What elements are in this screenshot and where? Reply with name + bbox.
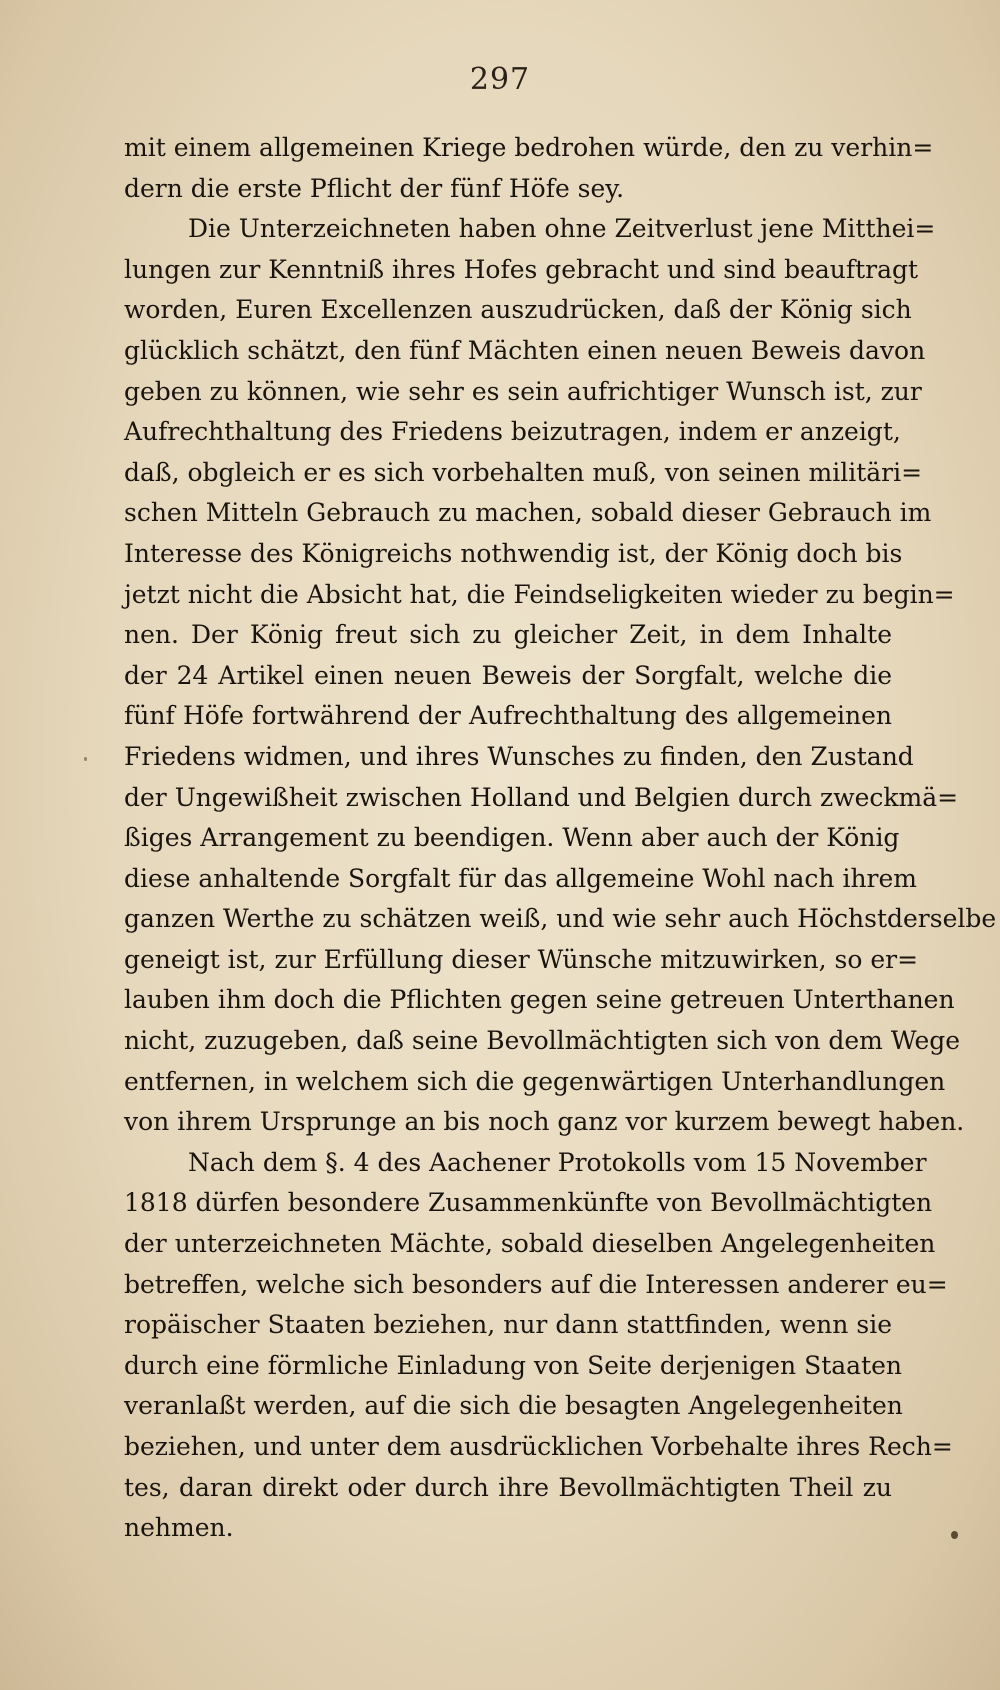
text-line: ganzen Werthe zu schätzen weiß, und wie sehr auch Höchstderselbe <box>124 904 997 934</box>
text-line: nen. Der König freut sich zu gleicher Zeit, in dem Inhalte <box>124 620 892 650</box>
text-line: entfernen, in welchem sich die gegenwärtigen Unterhandlungen <box>124 1066 946 1096</box>
text-line: nicht, zuzugeben, daß seine Bevollmächtigten sich von dem Wege <box>124 1026 961 1056</box>
text-line: ßiges Arrangement zu beendigen. Wenn aber auch der König <box>124 823 900 853</box>
text-line: beziehen, und unter dem ausdrücklichen Vorbehalte ihres Rech= <box>124 1432 953 1461</box>
text-line: Aufrechthaltung des Friedens beizutragen, indem er anzeigt, <box>124 417 901 447</box>
text-line: glücklich schätzt, den fünf Mächten einen neuen Beweis davon <box>124 335 926 365</box>
text-line: mit einem allgemeinen Kriege bedrohen würde, den zu verhin= <box>124 133 934 162</box>
text-line: jetzt nicht die Absicht hat, die Feindseligkeiten wieder zu begin= <box>124 579 955 609</box>
text-line: lungen zur Kenntniß ihres Hofes gebracht und sind beauftragt <box>124 254 919 284</box>
text-line: lauben ihm doch die Pflichten gegen seine getreuen Unterthanen <box>124 985 955 1015</box>
text-line: Interesse des Königreichs nothwendig ist, der König doch bis <box>124 538 903 568</box>
body-text <box>124 128 997 1549</box>
paper-speck <box>951 1531 958 1539</box>
page-number: 297 <box>469 62 531 97</box>
text-line: ropäischer Staaten beziehen, nur dann stattfinden, wenn sie <box>124 1310 892 1340</box>
text-line: geben zu können, wie sehr es sein aufrichtiger Wunsch ist, zur <box>124 376 922 406</box>
text-line: durch eine förmliche Einladung von Seite derjenigen Staaten <box>124 1350 903 1380</box>
text-line: von ihrem Ursprunge an bis noch ganz vor kurzem bewegt haben. <box>124 1107 965 1137</box>
text-line: der Ungewißheit zwischen Holland und Belgien durch zweckmä= <box>124 782 959 812</box>
text-line: schen Mitteln Gebrauch zu machen, sobald dieser Gebrauch im <box>124 498 932 528</box>
text-line: nehmen. <box>124 1513 234 1543</box>
text-line: dern die erste Pflicht der fünf Höfe sey. <box>124 173 625 203</box>
text-line: diese anhaltende Sorgfalt für das allgemeine Wohl nach ihrem <box>124 863 918 893</box>
text-line: fünf Höfe fortwährend der Aufrechthaltung des allgemeinen <box>124 701 892 731</box>
text-line: betreffen, welche sich besonders auf die Interessen anderer eu= <box>124 1269 948 1299</box>
text-line: 1818 dürfen besondere Zusammenkünfte von Bevollmächtigten <box>124 1188 933 1218</box>
text-line: worden, Euren Excellenzen auszudrücken, daß der König sich <box>124 295 912 325</box>
text-line: der unterzeichneten Mächte, sobald dieselben Angelegenheiten <box>124 1229 936 1259</box>
text-line: der 24 Artikel einen neuen Beweis der Sorgfalt, welche die <box>124 660 892 690</box>
text-line: Friedens widmen, und ihres Wunsches zu finden, den Zustand <box>124 741 914 771</box>
text-line: Nach dem §. 4 des Aachener Protokolls vom 15 November <box>188 1147 927 1177</box>
text-line: veranlaßt werden, auf die sich die besagten Angelegenheiten <box>124 1391 903 1421</box>
text-line: daß, obgleich er es sich vorbehalten muß, von seinen militäri= <box>124 457 923 487</box>
paper-speck <box>84 757 87 761</box>
text-line: Die Unterzeichneten haben ohne Zeitverlust jene Mitthei= <box>188 214 936 244</box>
text-line: geneigt ist, zur Erfüllung dieser Wünsche mitzuwirken, so er= <box>124 944 919 974</box>
text-line: tes, daran direkt oder durch ihre Bevollmächtigten Theil zu <box>124 1472 892 1502</box>
